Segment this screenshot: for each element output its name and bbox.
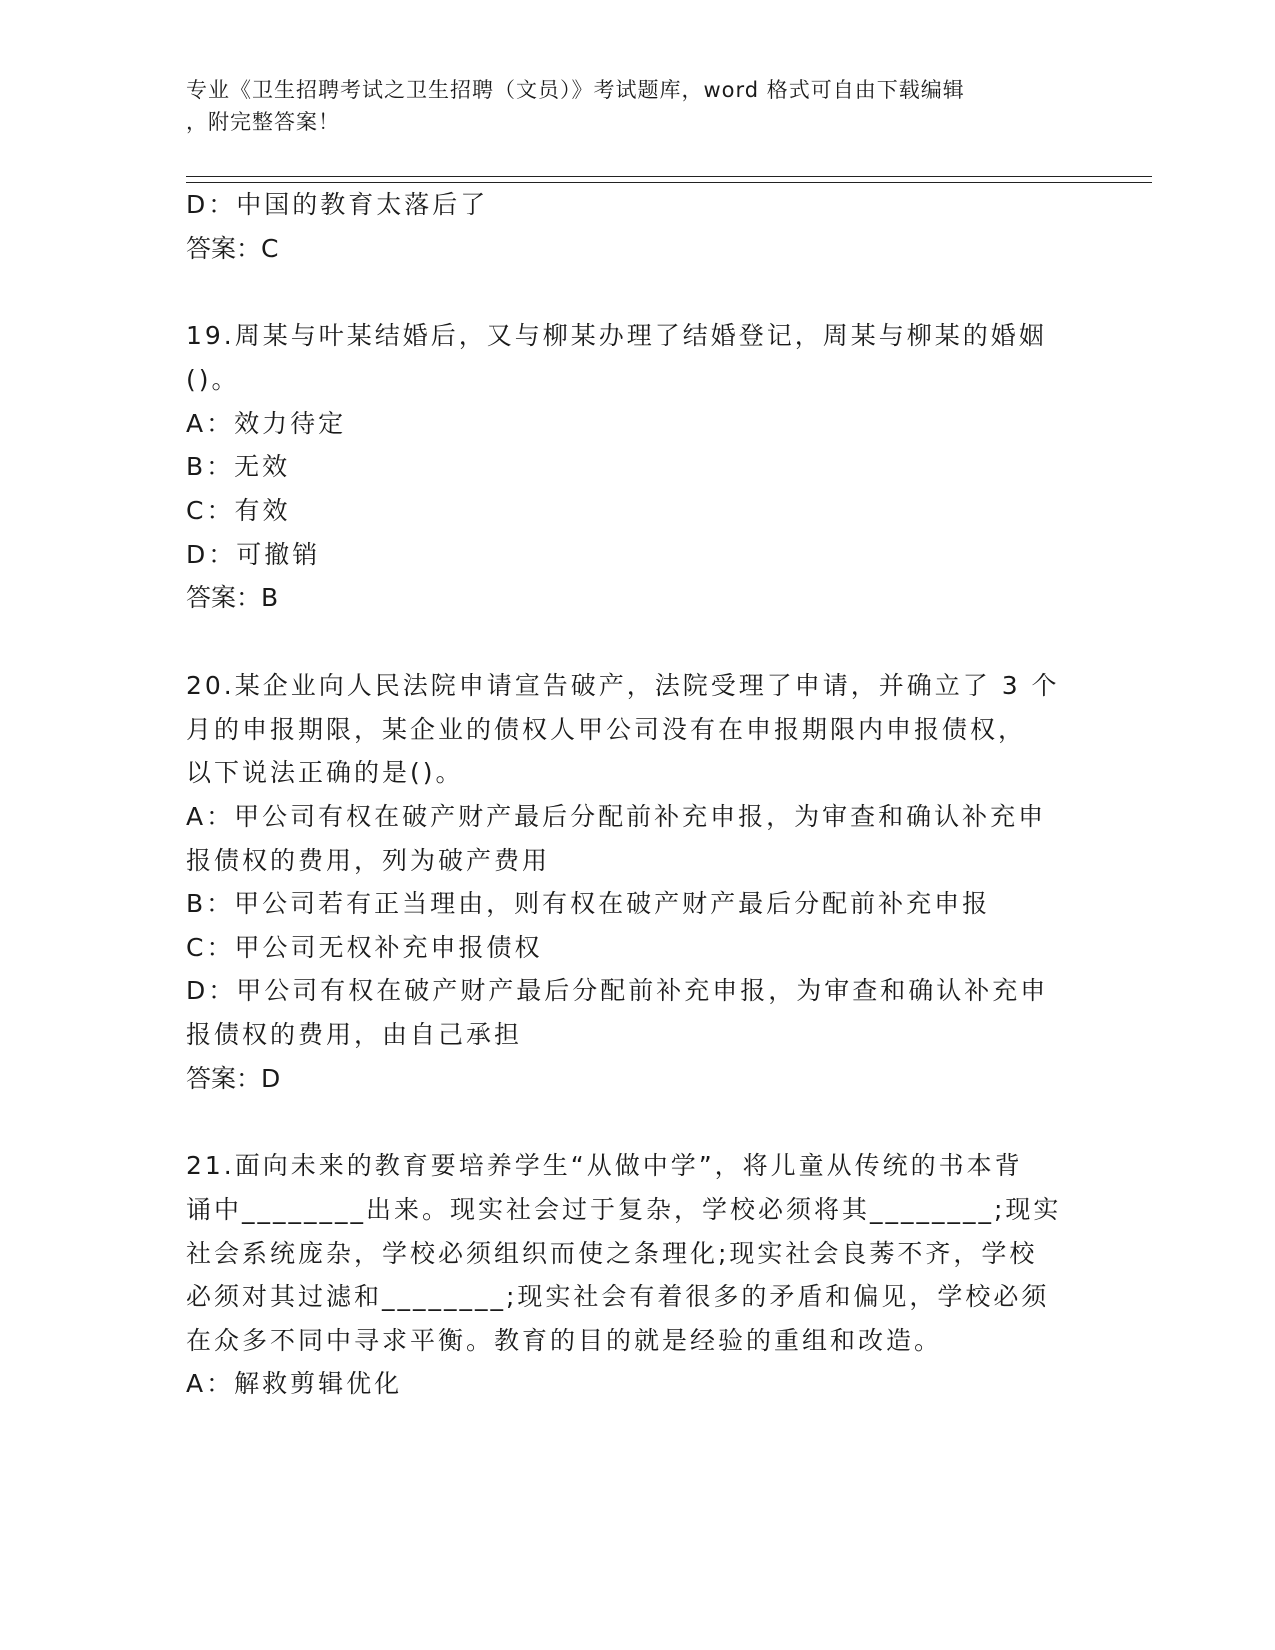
q20-option-c: C：甲公司无权补充申报债权: [186, 933, 543, 962]
q19-stem-line-1: 19.周某与叶某结婚后，又与柳某办理了结婚登记，周某与柳某的婚姻: [186, 321, 1047, 350]
q21-stem-line-2: 诵中________出来。现实社会过于复杂，学校必须将其________;现实: [186, 1195, 1062, 1224]
q21-option-a: A：解救剪辑优化: [186, 1369, 403, 1398]
header-divider-top: [186, 176, 1152, 177]
q19-answer: 答案：B: [186, 583, 279, 612]
q18-option-d: D：中国的教育太落后了: [186, 190, 489, 219]
q19-option-d: D：可撤销: [186, 540, 321, 569]
header-line-1: 专业《卫生招聘考试之卫生招聘（文员）》考试题库，word 格式可自由下载编辑: [186, 78, 965, 102]
q19-stem-line-2: ()。: [186, 365, 240, 394]
q21-stem-line-1: 21.面向未来的教育要培养学生“从做中学”，将儿童从传统的书本背: [186, 1151, 1023, 1180]
q20-option-a-line-2: 报债权的费用，列为破产费用: [186, 846, 551, 875]
q20-option-a-line-1: A：甲公司有权在破产财产最后分配前补充申报，为审查和确认补充申: [186, 802, 1047, 831]
q20-option-d-line-1: D：甲公司有权在破产财产最后分配前补充申报，为审查和确认补充申: [186, 976, 1049, 1005]
q19-option-c: C：有效: [186, 496, 291, 525]
page-header: [186, 74, 1066, 138]
q20-stem-line-3: 以下说法正确的是()。: [186, 758, 464, 787]
header-line-2: ，附完整答案！: [186, 110, 340, 134]
q18-answer: 答案：C: [186, 234, 279, 263]
q20-option-d-line-2: 报债权的费用，由自己承担: [186, 1020, 523, 1049]
q20-stem-line-2: 月的申报期限，某企业的债权人甲公司没有在申报期限内申报债权，: [186, 715, 1027, 744]
q19-option-a: A：效力待定: [186, 409, 347, 438]
q21-stem-line-3: 社会系统庞杂，学校必须组织而使之条理化;现实社会良莠不齐，学校: [186, 1239, 1038, 1268]
q21-stem-line-4: 必须对其过滤和________;现实社会有着很多的矛盾和偏见，学校必须: [186, 1282, 1050, 1311]
q21-stem-line-5: 在众多不同中寻求平衡。教育的目的就是经验的重组和改造。: [186, 1326, 943, 1355]
q19-option-b: B：无效: [186, 452, 291, 481]
q20-stem-line-1: 20.某企业向人民法院申请宣告破产，法院受理了申请，并确立了 3 个: [186, 671, 1060, 700]
q20-answer: 答案：D: [186, 1064, 281, 1093]
q20-option-b: B：甲公司若有正当理由，则有权在破产财产最后分配前补充申报: [186, 889, 991, 918]
